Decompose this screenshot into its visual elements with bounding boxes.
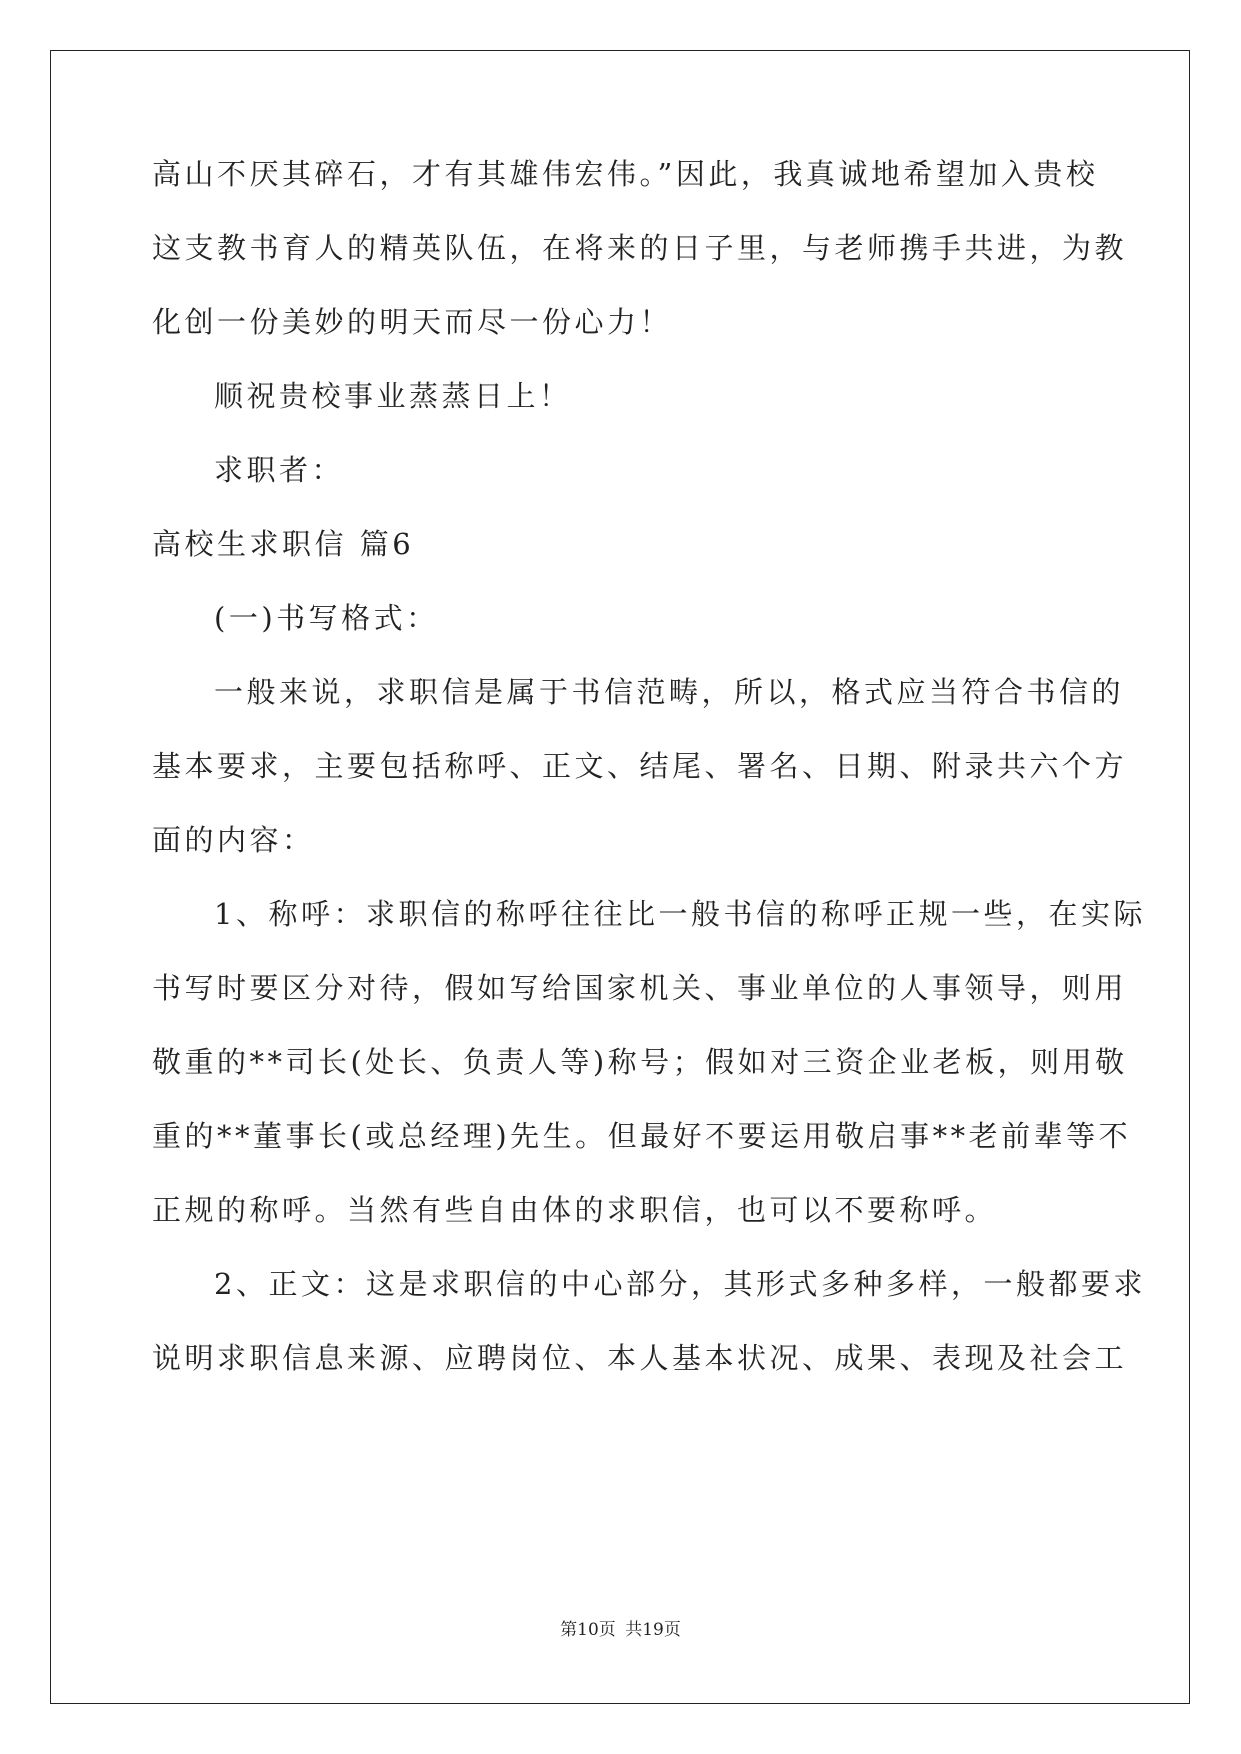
text-line: 1、称呼：求职信的称呼往往比一般书信的称呼正规一些，在实际	[214, 897, 1146, 931]
text-line: 敬重的**司长(处长、负责人等)称号；假如对三资企业老板，则用敬	[152, 1045, 1128, 1079]
section-heading: 高校生求职信 篇6	[152, 527, 415, 561]
text-line: 说明求职信息来源、应聘岗位、本人基本状况、成果、表现及社会工	[152, 1341, 1128, 1375]
page-footer	[0, 1618, 1241, 1642]
text-line: 书写时要区分对待，假如写给国家机关、事业单位的人事领导，则用	[152, 971, 1128, 1005]
text-line: 基本要求，主要包括称呼、正文、结尾、署名、日期、附录共六个方	[152, 749, 1128, 783]
text-line: 正规的称呼。当然有些自由体的求职信，也可以不要称呼。	[152, 1193, 998, 1227]
page-total: 共19页	[625, 1620, 681, 1640]
text-line: 求职者：	[214, 453, 345, 487]
text-line: 这支教书育人的精英队伍，在将来的日子里，与老师携手共进，为教	[152, 231, 1128, 265]
text-line: 一般来说，求职信是属于书信范畴，所以，格式应当符合书信的	[214, 675, 1125, 709]
page-number: 第10页	[560, 1620, 616, 1640]
text-line: 顺祝贵校事业蒸蒸日上！	[214, 379, 572, 413]
text-line: 化创一份美妙的明天而尽一份心力！	[152, 305, 673, 339]
text-line: 面的内容：	[152, 823, 315, 857]
sub-heading: (一)书写格式：	[214, 601, 439, 635]
text-line: 重的**董事长(或总经理)先生。但最好不要运用敬启事**老前辈等不	[152, 1119, 1132, 1153]
page-frame	[50, 50, 1190, 1704]
text-line: 2、正文：这是求职信的中心部分，其形式多种多样，一般都要求	[214, 1267, 1146, 1301]
text-line: 高山不厌其碎石，才有其雄伟宏伟。”因此，我真诚地希望加入贵校	[152, 157, 1099, 191]
